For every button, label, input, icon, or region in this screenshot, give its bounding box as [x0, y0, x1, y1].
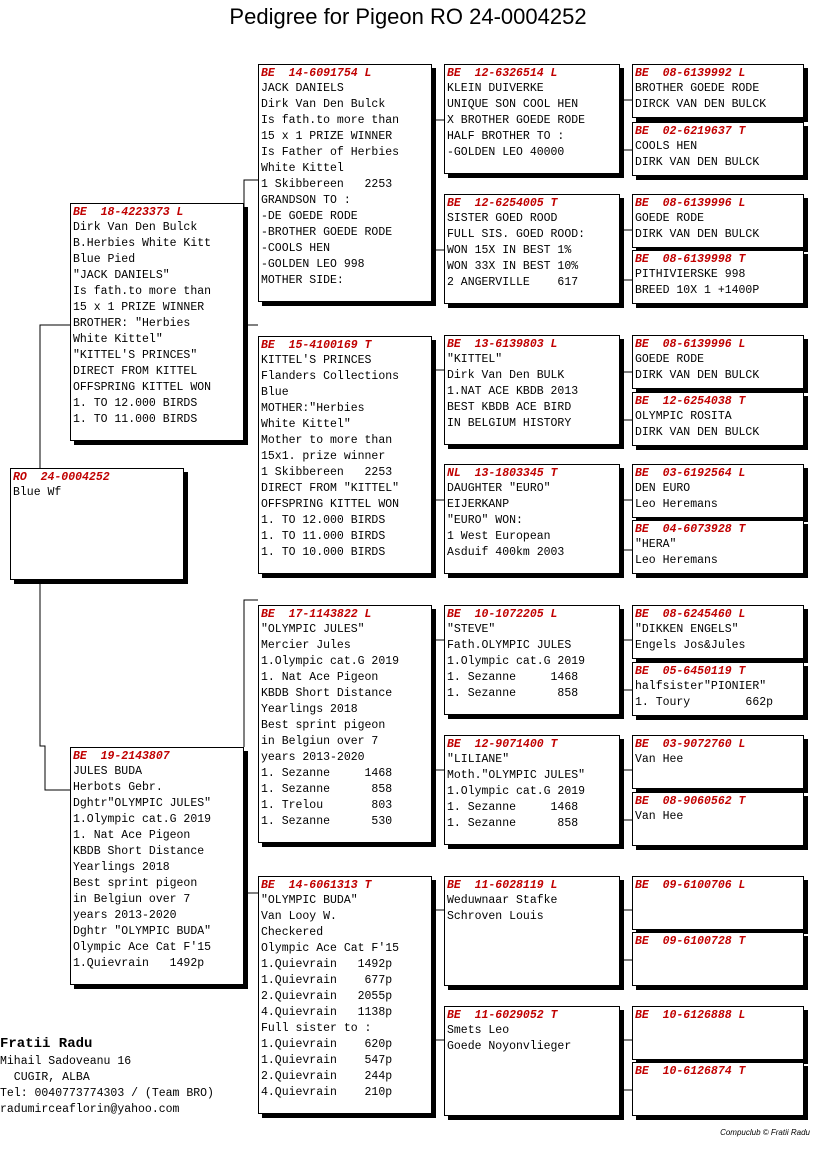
pigeon-info-line: GOEDE RODE — [635, 212, 705, 225]
pigeon-info-line: 1.Olympic cat.G 2019 — [73, 813, 212, 826]
ring-number: BE 11-6028119 L — [447, 879, 558, 892]
pigeon-info-line: Van Hee — [635, 753, 684, 766]
pigeon-card-g15 — [632, 1006, 804, 1060]
pigeon-info-line: Dghtr "OLYMPIC BUDA" — [73, 925, 212, 938]
ring-number: BE 12-9071400 T — [447, 738, 558, 751]
pigeon-info-line: 1. Sezanne 1468 — [447, 801, 579, 814]
ring-number: BE 09-6100728 T — [635, 935, 746, 948]
pigeon-info-line: Blue Wf — [13, 486, 62, 499]
pigeon-info-line: Is Father of Herbies — [261, 146, 400, 159]
pigeon-info-line: 1.Quievrain 677p — [261, 974, 393, 987]
pigeon-info-line: 4.Quievrain 210p — [261, 1086, 393, 1099]
pigeon-info-line: BEST KBDB ACE BIRD — [447, 401, 572, 414]
pigeon-card-sd — [258, 336, 432, 574]
connector-g910 — [622, 640, 632, 690]
pigeon-info-line: Best sprint pigeon — [73, 877, 198, 890]
pigeon-info-line: 2 ANGERVILLE 617 — [447, 276, 579, 289]
pigeon-info-line: -DE GOEDE RODE — [261, 210, 358, 223]
pigeon-info-line: "DIKKEN ENGELS" — [635, 623, 739, 636]
pigeon-info-line: GRANDSON TO : — [261, 194, 351, 207]
pigeon-info-line: Dirk Van Den Bulck — [73, 221, 198, 234]
connector-g78 — [622, 500, 632, 550]
pigeon-card-g8 — [632, 520, 804, 574]
ring-number: BE 08-6139996 L — [635, 338, 746, 351]
pigeon-info-line: 1 West European — [447, 530, 551, 543]
connector-sire-ss — [244, 180, 258, 208]
ring-number: BE 15-4100169 T — [261, 339, 372, 352]
pigeon-info-line: 1 Skibbereen 2253 — [261, 466, 393, 479]
pigeon-info-line: OLYMPIC ROSITA — [635, 410, 732, 423]
ring-number: BE 17-1143822 L — [261, 608, 372, 621]
pigeon-info-line: 1. TO 12.000 BIRDS — [261, 514, 386, 527]
pigeon-info-line: DIRCK VAN DEN BULCK — [635, 98, 767, 111]
pigeon-info-line: Best sprint pigeon — [261, 719, 386, 732]
pigeon-info-line: 1. Sezanne 858 — [447, 817, 579, 830]
ring-number: BE 09-6100706 L — [635, 879, 746, 892]
pigeon-card-g5 — [632, 335, 804, 389]
pigeon-info-line: 1. Sezanne 1468 — [447, 671, 579, 684]
pigeon-info-line: -BROTHER GOEDE RODE — [261, 226, 393, 239]
ring-number: BE 14-6061313 T — [261, 879, 372, 892]
pigeon-card-g14 — [632, 932, 804, 986]
pigeon-card-g6 — [632, 392, 804, 446]
pigeon-info-line: 1.Quievrain 1492p — [261, 958, 393, 971]
pigeon-card-sss — [444, 64, 620, 174]
page-title: Pedigree for Pigeon RO 24-0004252 — [229, 4, 587, 29]
pigeon-info-line: 15 x 1 PRIZE WINNER — [261, 130, 393, 143]
pigeon-card-dd — [258, 876, 432, 1114]
pigeon-info-line: 1.Quievrain 1492p — [73, 957, 205, 970]
pigeon-card-dds — [444, 876, 620, 986]
pigeon-info-line: JACK DANIELS — [261, 82, 344, 95]
pigeon-card-subject — [10, 468, 184, 580]
pigeon-card-g13 — [632, 876, 804, 930]
pigeon-info-line: Is fath.to more than — [261, 114, 400, 127]
pigeon-info-line: 1. TO 10.000 BIRDS — [261, 546, 386, 559]
pigeon-info-line: Full sister to : — [261, 1022, 372, 1035]
pigeon-info-line: Flanders Collections — [261, 370, 400, 383]
pigeon-info-line: IN BELGIUM HISTORY — [447, 417, 572, 430]
pigeon-info-line: OFFSPRING KITTEL WON — [73, 381, 212, 394]
pigeon-info-line: Dirk Van Den BULK — [447, 369, 565, 382]
pigeon-info-line: PITHIVIERSKE 998 — [635, 268, 746, 281]
ring-number: BE 12-6254038 T — [635, 395, 746, 408]
pigeon-info-line: "EURO" WON: — [447, 514, 523, 527]
pigeon-info-line: -GOLDEN LEO 40000 — [447, 146, 565, 159]
pigeon-info-line: Yearlings 2018 — [73, 861, 170, 874]
connector-dam-dd — [244, 893, 258, 985]
pigeon-info-line: 1. Trelou 803 — [261, 799, 393, 812]
pigeon-card-dss — [444, 605, 620, 715]
connector-subject-dam — [40, 580, 70, 790]
pigeon-info-line: years 2013-2020 — [261, 751, 365, 764]
pigeon-info-line: Checkered — [261, 926, 324, 939]
pigeon-info-line: 1 Skibbereen 2253 — [261, 178, 393, 191]
pigeon-info-line: HALF BROTHER TO : — [447, 130, 565, 143]
pigeon-info-line: Smets Leo — [447, 1024, 510, 1037]
pigeon-info-line: MOTHER:"Herbies — [261, 402, 365, 415]
pigeon-info-line: Goede Noyonvlieger — [447, 1040, 572, 1053]
pigeon-info-line: Blue — [261, 386, 289, 399]
pigeon-info-line: BREED 10X 1 +1400P — [635, 284, 760, 297]
pigeon-info-line: BROTHER: "Herbies — [73, 317, 191, 330]
connector-ds-dsd — [432, 640, 444, 770]
pigeon-info-line: 1. Sezanne 858 — [261, 783, 393, 796]
pigeon-info-line: "KITTEL'S PRINCES" — [73, 349, 198, 362]
ring-number: BE 05-6450119 T — [635, 665, 746, 678]
ring-number: BE 11-6029052 T — [447, 1009, 558, 1022]
pigeon-info-line: Van Hee — [635, 810, 684, 823]
pigeon-card-sdd — [444, 464, 620, 574]
pigeon-info-line: in Belgiun over 7 — [73, 893, 191, 906]
ring-number: BE 12-6326514 L — [447, 67, 558, 80]
pigeon-info-line: DIRK VAN DEN BULCK — [635, 426, 760, 439]
pigeon-info-line: in Belgiun over 7 — [261, 735, 379, 748]
pigeon-card-g2 — [632, 122, 804, 176]
pigeon-info-line: Blue Pied — [73, 253, 136, 266]
ring-number: BE 04-6073928 T — [635, 523, 746, 536]
pigeon-info-line: 1. Sezanne 1468 — [261, 767, 393, 780]
pigeon-info-line: Weduwnaar Stafke — [447, 894, 558, 907]
footer-credit: Compuclub © Fratii Radu — [720, 1128, 810, 1137]
pigeon-info-line: 2.Quievrain 2055p — [261, 990, 393, 1003]
pigeon-info-line: "OLYMPIC BUDA" — [261, 894, 358, 907]
connector-g12 — [622, 100, 632, 150]
pigeon-info-line: DIRK VAN DEN BULCK — [635, 156, 760, 169]
pigeon-info-line: years 2013-2020 — [73, 909, 177, 922]
pigeon-info-line: DIRECT FROM "KITTEL" — [261, 482, 400, 495]
pigeon-info-line: 1. Sezanne 530 — [261, 815, 393, 828]
pigeon-info-line: KBDB Short Distance — [73, 845, 205, 858]
pigeon-info-line: 15 x 1 PRIZE WINNER — [73, 301, 205, 314]
connector-sire-sd — [244, 325, 258, 440]
connector-g1112 — [622, 770, 632, 820]
pigeon-info-line: EIJERKANP — [447, 498, 510, 511]
pigeon-info-line: 1. TO 12.000 BIRDS — [73, 397, 198, 410]
pigeon-info-line: "OLYMPIC JULES" — [261, 623, 365, 636]
pigeon-info-line: 1.Olympic cat.G 2019 — [261, 655, 400, 668]
connector-g1314 — [622, 910, 632, 960]
pigeon-info-line: KITTEL'S PRINCES — [261, 354, 372, 367]
connector-subject-sire — [40, 325, 70, 468]
pigeon-info-line: BROTHER GOEDE RODE — [635, 82, 760, 95]
ring-number: BE 03-9072760 L — [635, 738, 746, 751]
pigeon-info-line: FULL SIS. GOED ROOD: — [447, 228, 586, 241]
pigeon-info-line: Olympic Ace Cat F'15 — [261, 942, 400, 955]
pigeon-info-line: B.Herbies White Kitt — [73, 237, 212, 250]
breeder-city: CUGIR, ALBA — [0, 1071, 90, 1084]
connector-dam-ds — [244, 600, 258, 747]
pigeon-info-line: DEN EURO — [635, 482, 691, 495]
pigeon-card-g11 — [632, 735, 804, 789]
pigeon-info-line: 15x1. prize winner — [261, 450, 386, 463]
pigeon-info-line: Yearlings 2018 — [261, 703, 358, 716]
ring-number: BE 13-6139803 L — [447, 338, 558, 351]
pigeon-info-line: 1.Olympic cat.G 2019 — [447, 655, 586, 668]
ring-number: BE 18-4223373 L — [73, 206, 184, 219]
breeder-name: Fratii Radu — [0, 1036, 93, 1052]
pigeon-card-ssd — [444, 194, 620, 304]
pigeon-info-line: Schroven Louis — [447, 910, 544, 923]
pigeon-info-line: OFFSPRING KITTEL WON — [261, 498, 400, 511]
ring-number: BE 19-2143807 — [73, 750, 170, 763]
breeder-info — [0, 1034, 214, 1118]
ring-number: BE 10-1072205 L — [447, 608, 558, 621]
pigeon-info-line: Van Looy W. — [261, 910, 337, 923]
pigeon-info-line: DIRECT FROM KITTEL — [73, 365, 198, 378]
pigeon-info-line: KBDB Short Distance — [261, 687, 393, 700]
pigeon-card-sire — [70, 203, 244, 441]
pigeon-info-line: Mother to more than — [261, 434, 393, 447]
pigeon-info-line: DIRK VAN DEN BULCK — [635, 369, 760, 382]
pigeon-info-line: 1. TO 11.000 BIRDS — [261, 530, 386, 543]
pigeon-info-line: Mercier Jules — [261, 639, 351, 652]
ring-number: BE 10-6126874 T — [635, 1065, 746, 1078]
pigeon-info-line: White Kittel — [261, 162, 344, 175]
pigeon-info-line: 1.NAT ACE KBDB 2013 — [447, 385, 579, 398]
ring-number: BE 14-6091754 L — [261, 67, 372, 80]
ring-number: BE 08-6139996 L — [635, 197, 746, 210]
pigeon-info-line: -GOLDEN LEO 998 — [261, 258, 365, 271]
connector-dd-ddd — [432, 910, 444, 1040]
pigeon-card-g9 — [632, 605, 804, 659]
pigeon-info-line: 2.Quievrain 244p — [261, 1070, 393, 1083]
pigeon-info-line: Moth."OLYMPIC JULES" — [447, 769, 586, 782]
pigeon-info-line: DAUGHTER "EURO" — [447, 482, 551, 495]
pigeon-info-line: White Kittel" — [73, 333, 163, 346]
pigeon-info-line: UNIQUE SON COOL HEN — [447, 98, 579, 111]
pigeon-info-line: -COOLS HEN — [261, 242, 331, 255]
pigeon-card-g3 — [632, 194, 804, 248]
pigeon-card-ss — [258, 64, 432, 302]
breeder-address: Mihail Sadoveanu 16 — [0, 1055, 132, 1068]
pigeon-card-g1 — [632, 64, 804, 118]
connector-ss-ssd — [432, 120, 444, 250]
pigeon-info-line: 1.Quievrain 547p — [261, 1054, 393, 1067]
breeder-email: radumirceaflorin@yahoo.com — [0, 1103, 180, 1116]
pigeon-card-dam — [70, 747, 244, 985]
ring-number: BE 08-6245460 L — [635, 608, 746, 621]
pigeon-info-line: Dirk Van Den Bulck — [261, 98, 386, 111]
connector-g1516 — [622, 1040, 632, 1090]
pigeon-info-line: X BROTHER GOEDE RODE — [447, 114, 586, 127]
pigeon-card-g7 — [632, 464, 804, 518]
pigeon-info-line: 1. Toury 662p — [635, 696, 774, 709]
pigeon-info-line: "STEVE" — [447, 623, 496, 636]
pigeon-info-line: Herbots Gebr. — [73, 781, 163, 794]
pigeon-card-g16 — [632, 1062, 804, 1116]
pigeon-info-line: 1. Nat Ace Pigeon — [73, 829, 191, 842]
pigeon-info-line: "KITTEL" — [447, 353, 503, 366]
pigeon-info-line: Fath.OLYMPIC JULES — [447, 639, 572, 652]
breeder-phone: Tel: 0040773774303 / (Team BRO) — [0, 1087, 214, 1100]
ring-number: BE 02-6219637 T — [635, 125, 746, 138]
pigeon-info-line: WON 33X IN BEST 10% — [447, 260, 579, 273]
pigeon-info-line: "LILIANE" — [447, 753, 510, 766]
pigeon-info-line: 4.Quievrain 1138p — [261, 1006, 393, 1019]
pigeon-card-ds — [258, 605, 432, 843]
pigeon-info-line: DIRK VAN DEN BULCK — [635, 228, 760, 241]
pigeon-info-line: KLEIN DUIVERKE — [447, 82, 544, 95]
pigeon-card-g12 — [632, 792, 804, 846]
ring-number: BE 12-6254005 T — [447, 197, 558, 210]
pigeon-info-line: GOEDE RODE — [635, 353, 705, 366]
connector-sd-sdd — [432, 370, 444, 500]
ring-number: BE 10-6126888 L — [635, 1009, 746, 1022]
pigeon-info-line: 1. Nat Ace Pigeon — [261, 671, 379, 684]
connector-g34 — [622, 230, 632, 280]
pigeon-info-line: 1. Sezanne 858 — [447, 687, 579, 700]
pigeon-info-line: Asduif 400km 2003 — [447, 546, 565, 559]
pigeon-info-line: JULES BUDA — [73, 765, 143, 778]
ring-number: BE 03-6192564 L — [635, 467, 746, 480]
pigeon-info-line: WON 15X IN BEST 1% — [447, 244, 572, 257]
pigeon-card-dsd — [444, 735, 620, 845]
ring-number: NL 13-1803345 T — [447, 467, 558, 480]
ring-number: RO 24-0004252 — [13, 471, 110, 484]
pigeon-info-line: Olympic Ace Cat F'15 — [73, 941, 212, 954]
pigeon-info-line: Dghtr"OLYMPIC JULES" — [73, 797, 212, 810]
ring-number: BE 08-9060562 T — [635, 795, 746, 808]
ring-number: BE 08-6139998 T — [635, 253, 746, 266]
pigeon-info-line: "JACK DANIELS" — [73, 269, 170, 282]
pigeon-card-g4 — [632, 250, 804, 304]
pigeon-info-line: 1.Quievrain 620p — [261, 1038, 393, 1051]
pigeon-info-line: MOTHER SIDE: — [261, 274, 344, 287]
pigeon-info-line: "HERA" — [635, 538, 677, 551]
pigeon-card-ddd — [444, 1006, 620, 1116]
pigeon-info-line: 1. TO 11.000 BIRDS — [73, 413, 198, 426]
ring-number: BE 08-6139992 L — [635, 67, 746, 80]
pigeon-info-line: SISTER GOED ROOD — [447, 212, 558, 225]
pigeon-info-line: White Kittel" — [261, 418, 351, 431]
pigeon-info-line: 1.Olympic cat.G 2019 — [447, 785, 586, 798]
pigeon-info-line: COOLS HEN — [635, 140, 698, 153]
connector-g56 — [622, 372, 632, 420]
pigeon-info-line: Engels Jos&Jules — [635, 639, 746, 652]
pigeon-info-line: halfsister"PIONIER" — [635, 680, 767, 693]
pigeon-info-line: Leo Heremans — [635, 554, 718, 567]
pigeon-info-line: Leo Heremans — [635, 498, 718, 511]
pigeon-card-g10 — [632, 662, 804, 716]
pigeon-info-line: Is fath.to more than — [73, 285, 212, 298]
pigeon-card-sds — [444, 335, 620, 445]
